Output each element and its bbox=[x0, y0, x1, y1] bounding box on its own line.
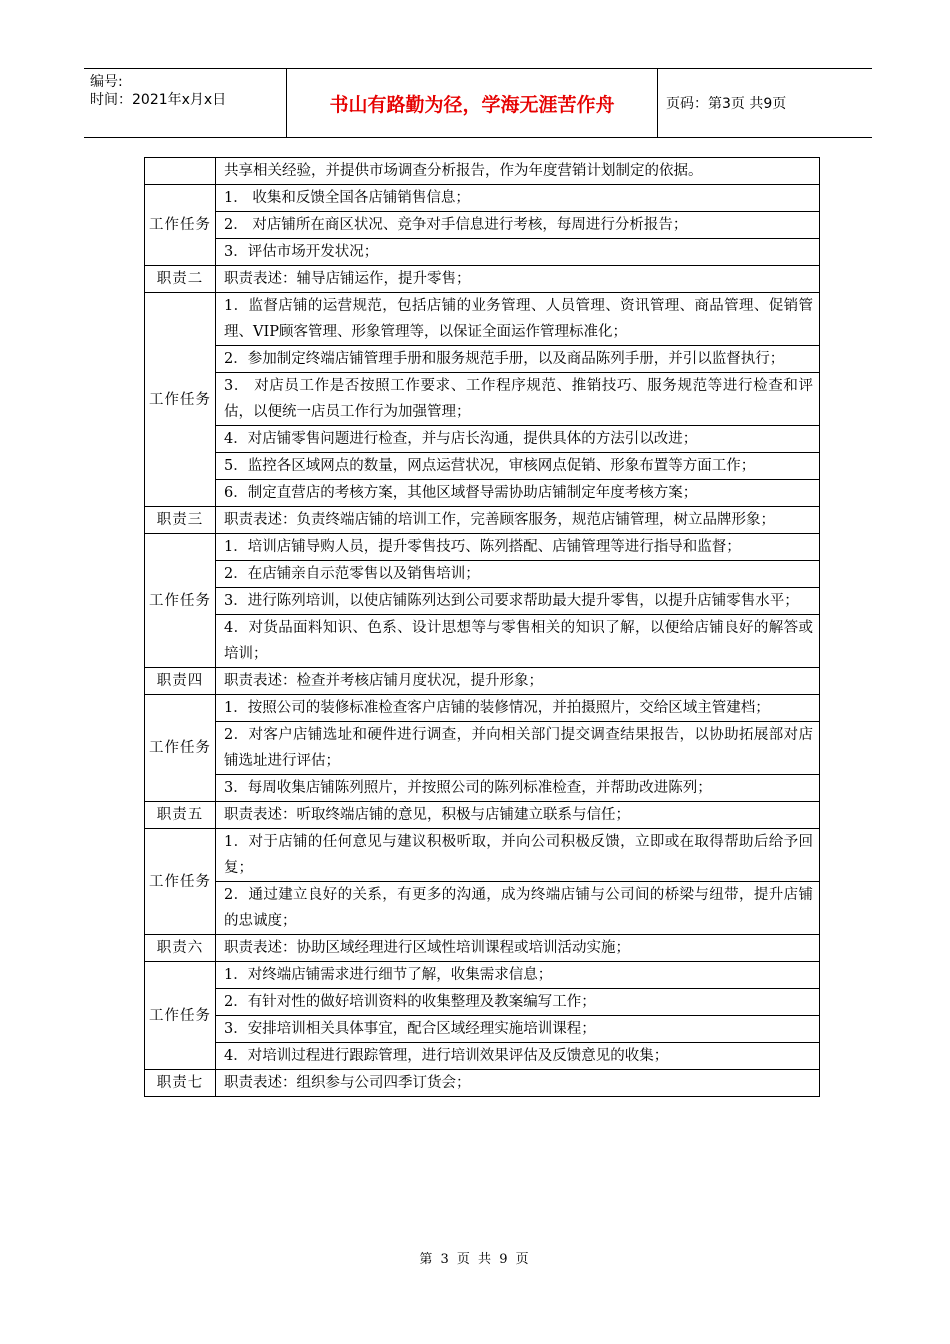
table-row bbox=[145, 962, 820, 989]
table-row bbox=[145, 212, 820, 239]
table-row bbox=[145, 695, 820, 722]
row-text: 2．在店铺亲自示范零售以及销售培训； bbox=[216, 561, 820, 588]
row-text: 1．对终端店铺需求进行细节了解，收集需求信息； bbox=[216, 962, 820, 989]
row-text: 2．参加制定终端店铺管理手册和服务规范手册，以及商品陈列手册，并引以监督执行； bbox=[216, 346, 820, 373]
row-text: 共享相关经验，并提供市场调查分析报告，作为年度营销计划制定的依据。 bbox=[216, 158, 820, 185]
row-text: 1． 收集和反馈全国各店铺销售信息； bbox=[216, 185, 820, 212]
header-motto: 书山有路勤为径，学海无涯苦作舟 bbox=[286, 69, 658, 137]
row-label: 工作任务 bbox=[145, 695, 216, 802]
row-text: 4．对货品面料知识、色系、设计思想等与零售相关的知识了解，以便给店铺良好的解答或培训； bbox=[216, 615, 820, 668]
table-row bbox=[145, 561, 820, 588]
date-label: 时间：2021年x月x日 bbox=[90, 92, 227, 108]
table-row bbox=[145, 1043, 820, 1070]
job-duties-table bbox=[144, 157, 820, 1097]
table-row bbox=[145, 989, 820, 1016]
table-row bbox=[145, 453, 820, 480]
table-row bbox=[145, 668, 820, 695]
row-text: 4．对培训过程进行跟踪管理，进行培训效果评估及反馈意见的收集； bbox=[216, 1043, 820, 1070]
header-page-number: 页码：第3页 共9页 bbox=[666, 96, 787, 112]
header-meta bbox=[84, 69, 286, 137]
table-row bbox=[145, 722, 820, 775]
serial-number-label: 编号: bbox=[90, 74, 123, 90]
table-row bbox=[145, 293, 820, 346]
table-row bbox=[145, 158, 820, 185]
table-row bbox=[145, 802, 820, 829]
row-text: 职责表述：协助区域经理进行区域性培训课程或培训活动实施； bbox=[216, 935, 820, 962]
row-text: 职责表述：检查并考核店铺月度状况，提升形象； bbox=[216, 668, 820, 695]
row-label: 职责七 bbox=[145, 1070, 216, 1097]
row-text: 职责表述：辅导店铺运作，提升零售； bbox=[216, 266, 820, 293]
row-text: 2．通过建立良好的关系，有更多的沟通，成为终端店铺与公司间的桥梁与纽带，提升店铺的忠诚度； bbox=[216, 882, 820, 935]
row-text: 1．培训店铺导购人员，提升零售技巧、陈列搭配、店铺管理等进行指导和监督； bbox=[216, 534, 820, 561]
row-text: 3． 对店员工作是否按照工作要求、工作程序规范、推销技巧、服务规范等进行检查和评估，以便统一店员工作行为加强管理； bbox=[216, 373, 820, 426]
row-label bbox=[145, 158, 216, 185]
table-row bbox=[145, 346, 820, 373]
row-text: 3．每周收集店铺陈列照片，并按照公司的陈列标准检查，并帮助改进陈列； bbox=[216, 775, 820, 802]
row-text: 5．监控各区域网点的数量，网点运营状况，审核网点促销、形象布置等方面工作； bbox=[216, 453, 820, 480]
row-text: 3．进行陈列培训，以使店铺陈列达到公司要求帮助最大提升零售，以提升店铺零售水平； bbox=[216, 588, 820, 615]
table-row bbox=[145, 480, 820, 507]
table-row bbox=[145, 829, 820, 882]
row-text: 2． 对店铺所在商区状况、竞争对手信息进行考核，每周进行分析报告； bbox=[216, 212, 820, 239]
table-row bbox=[145, 588, 820, 615]
row-label: 职责五 bbox=[145, 802, 216, 829]
row-text: 3．安排培训相关具体事宜，配合区域经理实施培训课程； bbox=[216, 1016, 820, 1043]
row-text: 2．对客户店铺选址和硬件进行调查，并向相关部门提交调查结果报告，以协助拓展部对店铺选址进行评估； bbox=[216, 722, 820, 775]
table-row bbox=[145, 185, 820, 212]
table-row bbox=[145, 373, 820, 426]
row-label: 工作任务 bbox=[145, 185, 216, 266]
table-row bbox=[145, 1070, 820, 1097]
row-text: 1．按照公司的装修标准检查客户店铺的装修情况，并拍摄照片，交给区域主管建档； bbox=[216, 695, 820, 722]
table-row bbox=[145, 426, 820, 453]
table-row bbox=[145, 1016, 820, 1043]
row-text: 职责表述：组织参与公司四季订货会； bbox=[216, 1070, 820, 1097]
row-text: 6．制定直营店的考核方案，其他区域督导需协助店铺制定年度考核方案； bbox=[216, 480, 820, 507]
row-label: 职责四 bbox=[145, 668, 216, 695]
table-row bbox=[145, 266, 820, 293]
page-footer: 第 3 页 共 9 页 bbox=[419, 1252, 531, 1267]
table-row bbox=[145, 615, 820, 668]
page-header bbox=[84, 68, 872, 138]
row-label: 工作任务 bbox=[145, 829, 216, 935]
row-label: 职责三 bbox=[145, 507, 216, 534]
row-label: 职责二 bbox=[145, 266, 216, 293]
table-row bbox=[145, 239, 820, 266]
row-text: 3．评估市场开发状况； bbox=[216, 239, 820, 266]
table-row bbox=[145, 775, 820, 802]
row-label: 职责六 bbox=[145, 935, 216, 962]
table-row bbox=[145, 534, 820, 561]
table-row bbox=[145, 882, 820, 935]
row-text: 职责表述：听取终端店铺的意见，积极与店铺建立联系与信任； bbox=[216, 802, 820, 829]
row-text: 职责表述：负责终端店铺的培训工作，完善顾客服务，规范店铺管理，树立品牌形象； bbox=[216, 507, 820, 534]
row-text: 4．对店铺零售问题进行检查，并与店长沟通，提供具体的方法引以改进； bbox=[216, 426, 820, 453]
table-row bbox=[145, 507, 820, 534]
table-row bbox=[145, 935, 820, 962]
row-text: 1．对于店铺的任何意见与建议积极听取，并向公司积极反馈，立即或在取得帮助后给予回复； bbox=[216, 829, 820, 882]
row-label: 工作任务 bbox=[145, 534, 216, 668]
row-label: 工作任务 bbox=[145, 293, 216, 507]
row-text: 1．监督店铺的运营规范，包括店铺的业务管理、人员管理、资讯管理、商品管理、促销管理、VIP顾客管理、形象管理等，以保证全面运作管理标准化； bbox=[216, 293, 820, 346]
row-text: 2．有针对性的做好培训资料的收集整理及教案编写工作； bbox=[216, 989, 820, 1016]
row-label: 工作任务 bbox=[145, 962, 216, 1070]
